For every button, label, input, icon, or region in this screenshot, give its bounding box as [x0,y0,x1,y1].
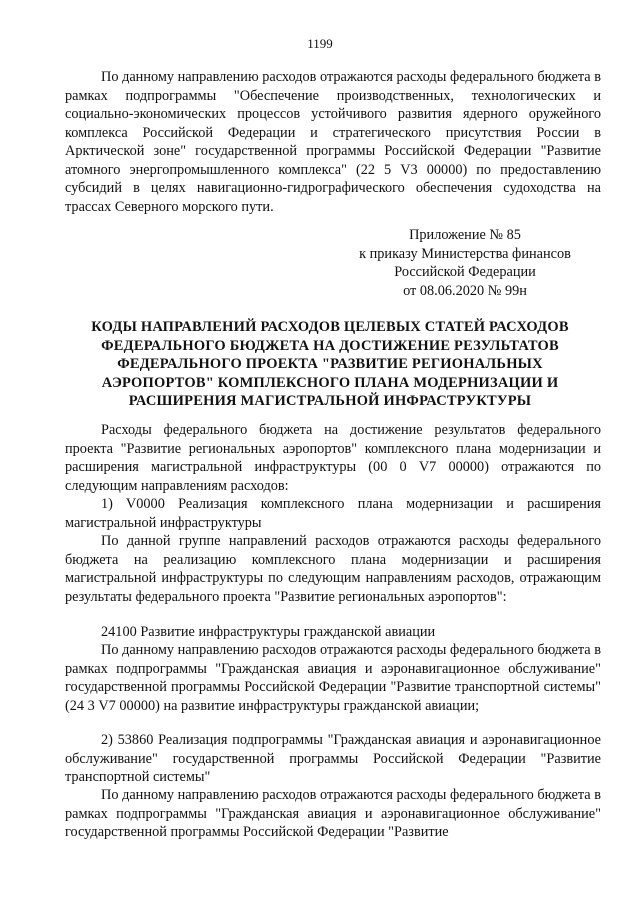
paragraph-intro: По данному направлению расходов отражаются расходы федерального бюджета в рамках подпрограммы "Обеспечение производственных, технологических и социально-экономических процессов устойчивого развития ядерного оружейного комплекса Российской Федерации и стратегического присутствия России в Арктической зоне" государственной программы Российской Федерации "Развитие атомного энергопромышленного комплекса" (22 5 V3 00000) по предоставлению субсидий в целях навигационно-гидрографического обеспечения судоходства на трассах Северного морского пути. [65,69,601,215]
paragraph-6: 2) 53860 Реализация подпрограммы "Гражданская авиация и аэронавигационное обслуживание" государственной программы Российской Федерации "Развитие транспортной системы" [65,732,601,785]
appendix-line-1: Приложение № 85 [409,227,521,243]
paragraph-1: Расходы федерального бюджета на достижение результатов федерального проекта "Развитие региональных аэропортов" комплексного плана модернизации и расширения магистральной инфраструктуры (00 0 V7 00000) отражаются по следующим направлениям расходов: [65,422,601,494]
paragraph-3: По данной группе направлений расходов отражаются расходы федерального бюджета на реализацию комплексного плана модернизации и расширения магистральной инфраструктуры по следующим направлениям расходов, отражающим результаты федерального проекта "Развитие региональных аэропортов": [65,533,601,605]
document-title: КОДЫ НАПРАВЛЕНИЙ РАСХОДОВ ЦЕЛЕВЫХ СТАТЕЙ РАСХОДОВ ФЕДЕРАЛЬНОГО БЮДЖЕТА НА ДОСТИЖЕНИЕ РЕЗУЛЬТАТОВ ФЕДЕРАЛЬНОГО ПРОЕКТА "РАЗВИТИЕ РЕГИОНАЛЬНЫХ АЭРОПОРТОВ" КОМПЛЕКСНОГО ПЛАНА МОДЕРНИЗАЦИИ И РАСШИРЕНИЯ МАГИСТРАЛЬНОЙ ИНФРАСТРУКТУРЫ [91,319,569,410]
appendix-line-3: Российской Федерации [394,264,536,280]
appendix-line-2: к приказу Министерства финансов [359,246,571,262]
paragraph-4: 24100 Развитие инфраструктуры гражданской авиации [101,624,436,640]
paragraph-5: По данному направлению расходов отражаются расходы федерального бюджета в рамках подпрограммы "Гражданская авиация и аэронавигационное обслуживание" государственной программы Российской Федерации "Развитие транспортной системы" (24 3 V7 00000) на развитие инфраструктуры гражданской авиации; [65,642,601,714]
page-number: 1199 [307,36,333,51]
paragraph-7: По данному направлению расходов отражаются расходы федерального бюджета в рамках подпрограммы "Гражданская авиация и аэронавигационное обслуживание" государственной программы Российской Федерации "Развитие [65,787,601,840]
appendix-line-4: от 08.06.2020 № 99н [403,283,527,299]
paragraph-2: 1) V0000 Реализация комплексного плана модернизации и расширения магистральной инфраструктуры [65,496,601,531]
